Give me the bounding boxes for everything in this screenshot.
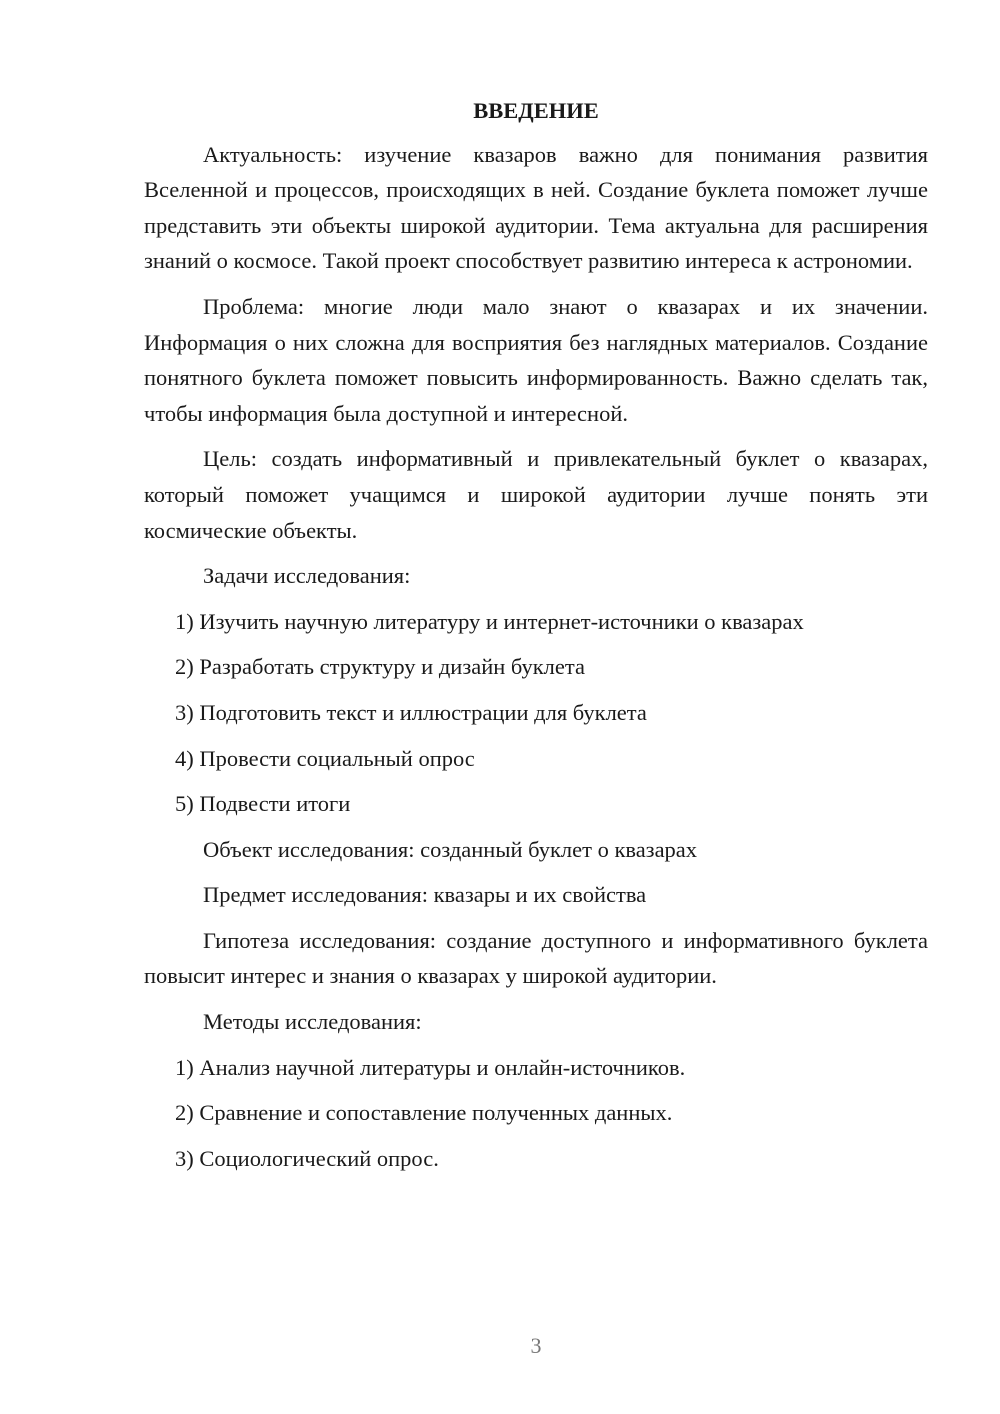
tasks-heading: Задачи исследования: bbox=[203, 563, 411, 589]
page-title: ВВЕДЕНИЕ bbox=[473, 98, 599, 123]
problem-paragraph: Проблема: многие люди мало знают о квазарах и их значении. Информация о них сложна для восприятия без наглядных материалов. Создание понятного буклета поможет повысить информированность. Важно сделать так, чтобы информация была доступной и интересной. bbox=[144, 293, 928, 426]
page-number: 3 bbox=[530, 1333, 542, 1358]
list-item: 3) Подготовить текст и иллюстрации для буклета bbox=[175, 699, 647, 725]
list-item: 1) Анализ научной литературы и онлайн-источников. bbox=[175, 1054, 686, 1080]
hypothesis-paragraph: Гипотеза исследования: создание доступного и информативного буклета повысит интерес и знания о квазарах у широкой аудитории. bbox=[144, 927, 928, 989]
relevance-paragraph: Актуальность: изучение квазаров важно для понимания развития Вселенной и процессов, происходящих в ней. Создание буклета поможет лучше представить эти объекты широкой аудитории. Тема актуальна для расширения знаний о космосе. Такой проект способствует развитию интереса к астрономии. bbox=[144, 141, 928, 274]
subject-paragraph: Предмет исследования: квазары и их свойства bbox=[203, 882, 647, 908]
page-content bbox=[144, 93, 928, 1186]
list-item: 2) Разработать структуру и дизайн буклета bbox=[175, 654, 585, 680]
object-paragraph: Объект исследования: созданный буклет о квазарах bbox=[203, 836, 698, 862]
methods-heading: Методы исследования: bbox=[203, 1009, 422, 1035]
list-item: 2) Сравнение и сопоставление полученных данных. bbox=[175, 1100, 673, 1126]
methods-list bbox=[144, 1050, 928, 1177]
list-item: 4) Провести социальный опрос bbox=[175, 745, 475, 771]
list-item: 1) Изучить научную литературу и интернет-источники о квазарах bbox=[175, 608, 804, 634]
goal-paragraph: Цель: создать информативный и привлекательный буклет о квазарах, который поможет учащимся и широкой аудитории лучше понять эти космические объекты. bbox=[144, 446, 928, 543]
list-item: 5) Подвести итоги bbox=[175, 791, 351, 817]
list-item: 3) Социологический опрос. bbox=[175, 1145, 439, 1171]
tasks-list bbox=[144, 604, 928, 822]
